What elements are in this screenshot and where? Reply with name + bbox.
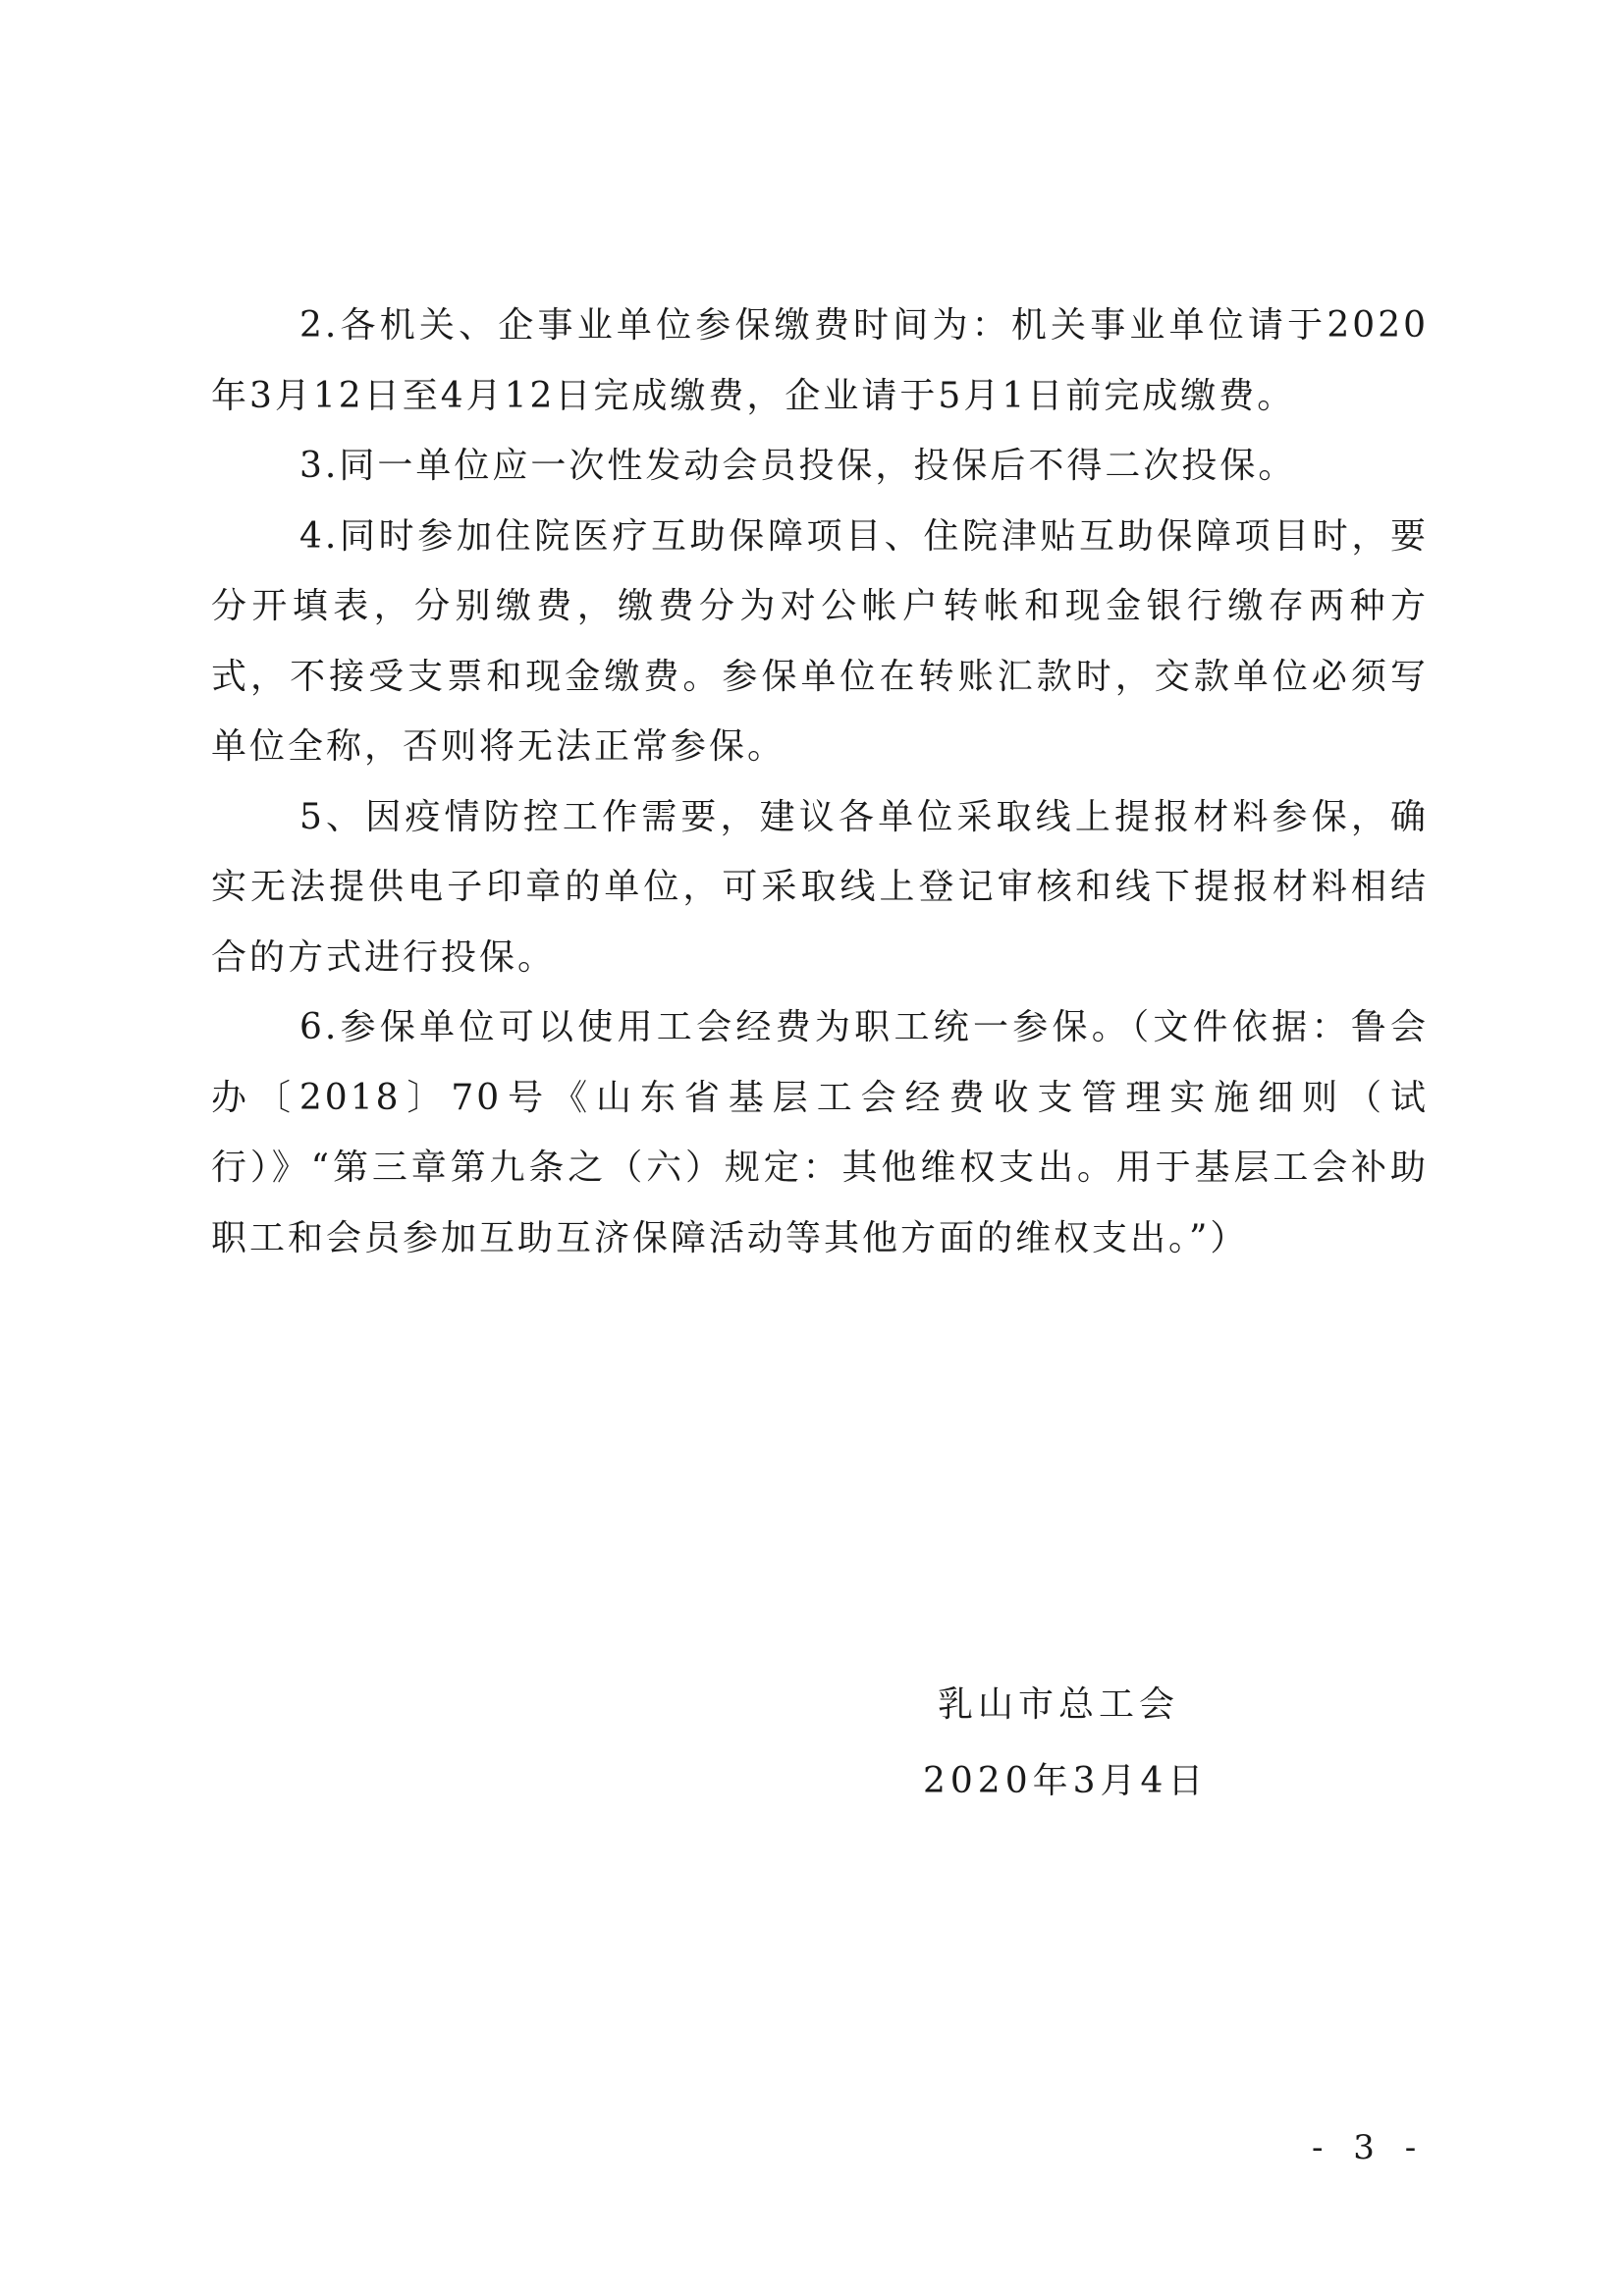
signature-block [923,1667,1208,1820]
paragraph-payment-methods: 4.同时参加住院医疗互助保障项目、住院津贴互助保障项目时，要分开填表，分别缴费，缴费分为对公帐户转帐和现金银行缴存两种方式，不接受支票和现金缴费。参保单位在转账汇款时，交款单位必须写单位全称，否则将无法正常参保。 [211,515,1429,767]
paragraph-online-submission: 5、因疫情防控工作需要，建议各单位采取线上提报材料参保，确实无法提供电子印章的单位，可采取线上登记审核和线下提报材料相结合的方式进行投保。 [211,796,1429,978]
paragraph-single-enrollment: 3.同一单位应一次性发动会员投保，投保后不得二次投保。 [299,446,1297,486]
paragraph-union-funds: 6.参保单位可以使用工会经费为职工统一参保。（文件依据：鲁会办〔2018〕70号《山东省基层工会经费收支管理实施细则（试行）》“第三章第九条之（六）规定：其他维权支出。用于基层工会补助职工和会员参加互助互济保障活动等其他方面的维权支出。”） [211,1007,1429,1258]
signature-organization: 乳山市总工会 [938,1684,1180,1725]
signature-date: 2020年3月4日 [923,1761,1209,1801]
document-body [211,291,1429,1273]
page-number: - 3 - [1312,2128,1427,2167]
paragraph-payment-schedule: 2.各机关、企事业单位参保缴费时间为：机关事业单位请于2020年3月12日至4月12日完成缴费，企业请于5月1日前完成缴费。 [211,305,1429,416]
